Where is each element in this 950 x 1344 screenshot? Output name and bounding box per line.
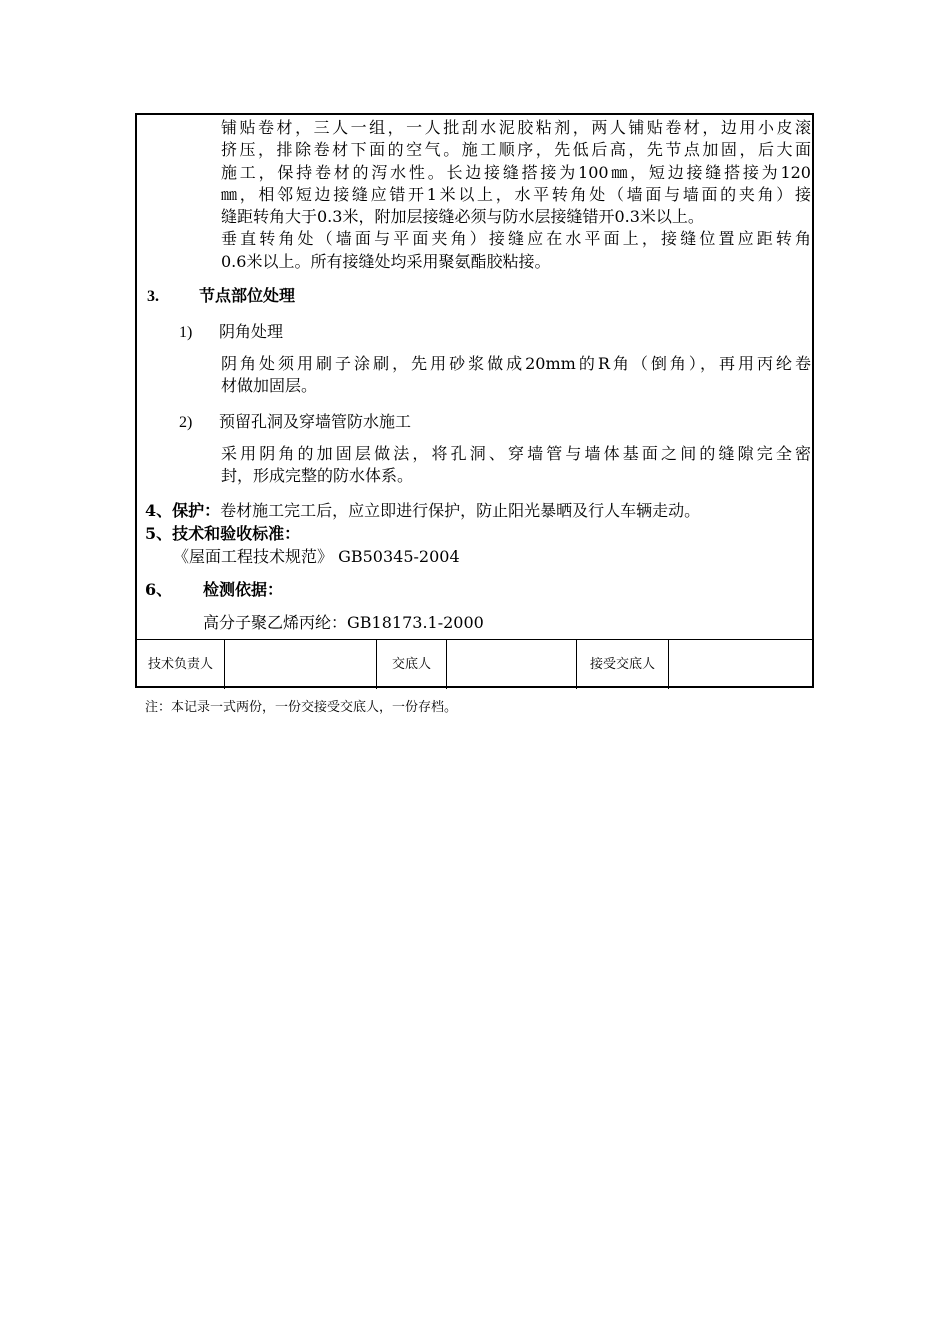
text-line: 垂直转角处（墙面与平面夹角）接缝应在水平面上，接缝位置应距转角 xyxy=(221,229,811,249)
section-3-heading xyxy=(147,283,295,306)
receiver-signature-field[interactable] xyxy=(669,640,812,689)
subsection-title: 预留孔洞及穿墙管防水施工 xyxy=(219,412,412,431)
record-content xyxy=(137,115,814,640)
receiver-label: 接受交底人 xyxy=(577,640,669,689)
subsection-1-heading xyxy=(179,319,283,342)
text-line: 缝距转角大于0.3米，附加层接缝必须与防水层接缝错开0.3米以上。 xyxy=(221,207,704,227)
section-6-heading xyxy=(145,577,283,600)
section-text: 卷材施工完工后，应立即进行保护，防止阳光暴晒及行人车辆走动。 xyxy=(220,501,701,520)
discloser-label: 交底人 xyxy=(377,640,447,689)
section-label: 4、保护： xyxy=(145,501,221,520)
tech-lead-label: 技术负责人 xyxy=(137,640,225,689)
text-line: 施工，保持卷材的泻水性。长边接缝搭接为100㎜，短边接缝搭接为120 xyxy=(221,162,811,182)
inspection-basis: 高分子聚乙烯丙纶：GB18173.1-2000 xyxy=(203,613,484,632)
section-4-protection xyxy=(145,498,700,521)
footnote: 注：本记录一式两份，一份交接受交底人，一份存档。 xyxy=(145,700,458,715)
section-number: 6、 xyxy=(145,580,173,599)
subsection-2-heading xyxy=(179,409,411,432)
section-title: 检测依据： xyxy=(203,580,284,599)
section-title: 节点部位处理 xyxy=(199,286,296,305)
subsection-1-paragraph xyxy=(221,353,811,398)
construction-steps-paragraph xyxy=(221,117,811,273)
signature-row xyxy=(137,639,812,689)
text-line: 材做加固层。 xyxy=(221,376,318,396)
subsection-title: 阴角处理 xyxy=(219,322,284,341)
text-line: 铺贴卷材，三人一组，一人批刮水泥胶粘剂，两人铺贴卷材，边用小皮滚 xyxy=(221,118,811,137)
disclosure-record-frame xyxy=(135,113,814,688)
text-line: 阴角处须用刷子涂刷，先用砂浆做成20mm的R角（倒角），再用丙纶卷 xyxy=(221,354,811,373)
subsection-number: 2) xyxy=(179,414,193,431)
tech-lead-signature-field[interactable] xyxy=(225,640,377,689)
text-line: ㎜，相邻短边接缝应错开1米以上，水平转角处（墙面与墙面的夹角）接 xyxy=(221,184,811,204)
text-line: 采用阴角的加固层做法，将孔洞、穿墙管与墙体基面之间的缝隙完全密 xyxy=(221,444,811,463)
subsection-2-paragraph xyxy=(221,443,811,488)
text-line: 挤压，排除卷材下面的空气。施工顺序，先低后高，先节点加固，后大面 xyxy=(221,140,811,160)
text-line: 封，形成完整的防水体系。 xyxy=(221,466,414,486)
text-line: 0.6米以上。所有接缝处均采用聚氨酯胶粘接。 xyxy=(221,251,551,271)
section-number: 3. xyxy=(147,288,159,305)
subsection-number: 1) xyxy=(179,324,193,341)
section-5-heading: 5、技术和验收标准： xyxy=(145,524,301,543)
discloser-signature-field[interactable] xyxy=(447,640,577,689)
standard-reference: 《屋面工程技术规范》 GB50345-2004 xyxy=(173,547,460,566)
